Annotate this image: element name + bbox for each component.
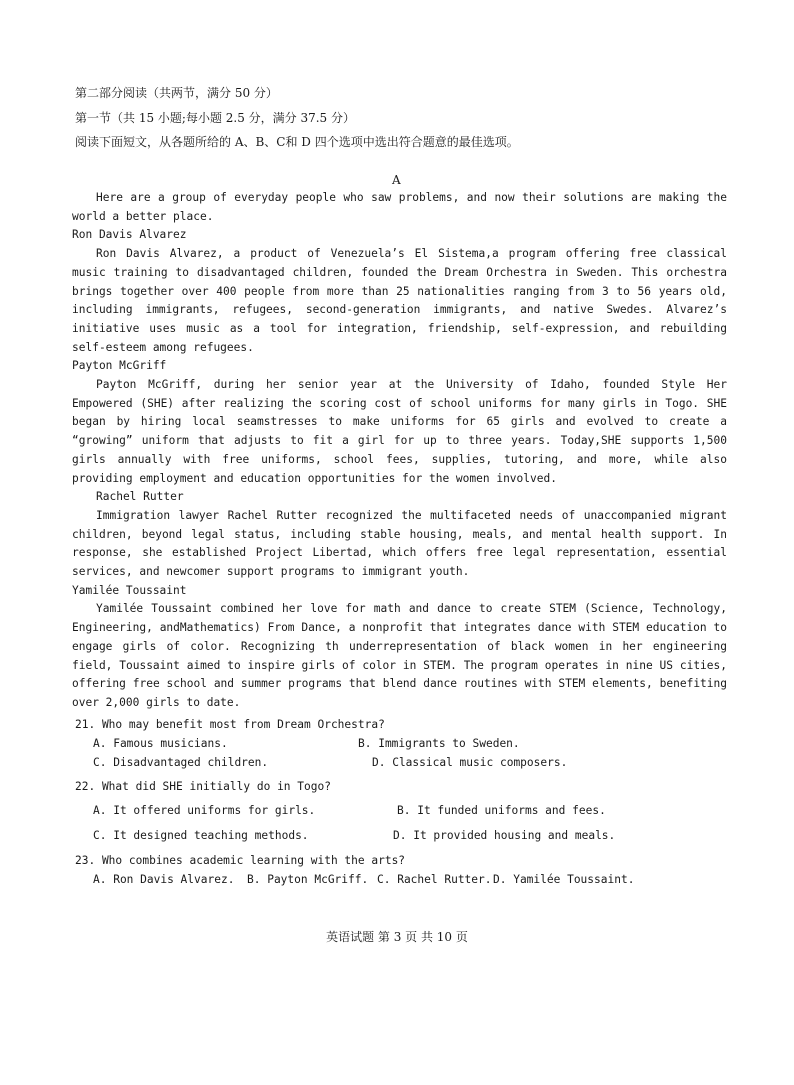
person-paragraph: Ron Davis Alvarez, a product of Venezuela’s El Sistema,a program offering free classical music training to disadvantaged children, founded the Dream Orchestra in Sweden. This orchestra brings together over 400 people from more than 25 nationalities ranging from 3 to 56 years old, including immigrants, refugees, second-generation immigrants, and native Swedes. Alvarez’s initiative uses music as a tool for integration, friendship, self-expression, and rebuilding self-esteem among refugees.: [72, 247, 727, 354]
person-name: Payton McGriff: [72, 359, 167, 373]
person-name: Ron Davis Alvarez: [72, 228, 187, 242]
question-stem: 23. Who combines academic learning with the arts?: [75, 854, 406, 867]
person-paragraph: Payton McGriff, during her senior year at the University of Idaho, founded Style Her Empowered (SHE) after realizing the scoring cost of school uniforms for many girls in Togo. SHE began by hiring local seamstresses to make uniforms for 65 girls and evolved to create a “growing” uniform that adjusts to fit a girl for up to three years. Today,SHE supports 1,500 girls annually with free uniforms, school fees, supplies, tutoring, and more, while also providing employment and education opportunities for the women involved.: [72, 378, 727, 485]
answer-option: A. Famous musicians.: [93, 737, 228, 750]
person-name: Yamilée Toussaint: [72, 583, 187, 597]
answer-option: D. Yamilée Toussaint.: [493, 873, 635, 886]
person-name: Rachel Rutter: [96, 490, 184, 504]
page-footer: 英语试题 第 3 页 共 10 页: [326, 930, 468, 944]
answer-option: A. It offered uniforms for girls.: [93, 804, 316, 817]
question-stem: 22. What did SHE initially do in Togo?: [75, 780, 331, 793]
passage-letter: A: [392, 173, 401, 187]
section-title: 第一节（共 15 小题;每小题 2.5 分，满分 37.5 分）: [75, 111, 356, 125]
passage-intro: Here are a group of everyday people who saw problems, and now their solutions are making the world a better place.: [72, 191, 727, 223]
instructions: 阅读下面短文，从各题所给的 A、B、C和 D 四个选项中选出符合题意的最佳选项。: [75, 135, 519, 149]
answer-option: D. It provided housing and meals.: [393, 829, 616, 842]
answer-option: B. Immigrants to Sweden.: [358, 737, 520, 750]
answer-option: D. Classical music composers.: [372, 756, 568, 769]
answer-option: B. It funded uniforms and fees.: [397, 804, 606, 817]
passage-body: [72, 189, 727, 713]
person-paragraph: Yamilée Toussaint combined her love for math and dance to create STEM (Science, Technology, Engineering, andMathematics) From Dance, a nonprofit that integrates dance with STEM education to engage girls of color. Recognizing th underrepresentation of black women in her engineering field, Toussaint aimed to inspire girls of color in STEM. The program operates in nine US cities, offering free school and summer programs that blend dance routines with STEM elements, benefiting over 2,000 girls to date.: [72, 602, 727, 709]
answer-option: C. Disadvantaged children.: [93, 756, 269, 769]
question-stem: 21. Who may benefit most from Dream Orchestra?: [75, 718, 385, 731]
answer-option: C. It designed teaching methods.: [93, 829, 309, 842]
answer-option: B. Payton McGriff.: [247, 873, 369, 886]
part-title: 第二部分阅读（共两节，满分 50 分）: [75, 86, 278, 100]
person-paragraph: Immigration lawyer Rachel Rutter recognized the multifaceted needs of unaccompanied migrant children, beyond legal status, including stable housing, meals, and mental health support. In response, she established Project Libertad, which offers free legal representation, essential services, and newcomer support programs to immigrant youth.: [72, 508, 727, 579]
answer-option: A. Ron Davis Alvarez.: [93, 873, 235, 886]
answer-option: C. Rachel Rutter.: [377, 873, 492, 886]
